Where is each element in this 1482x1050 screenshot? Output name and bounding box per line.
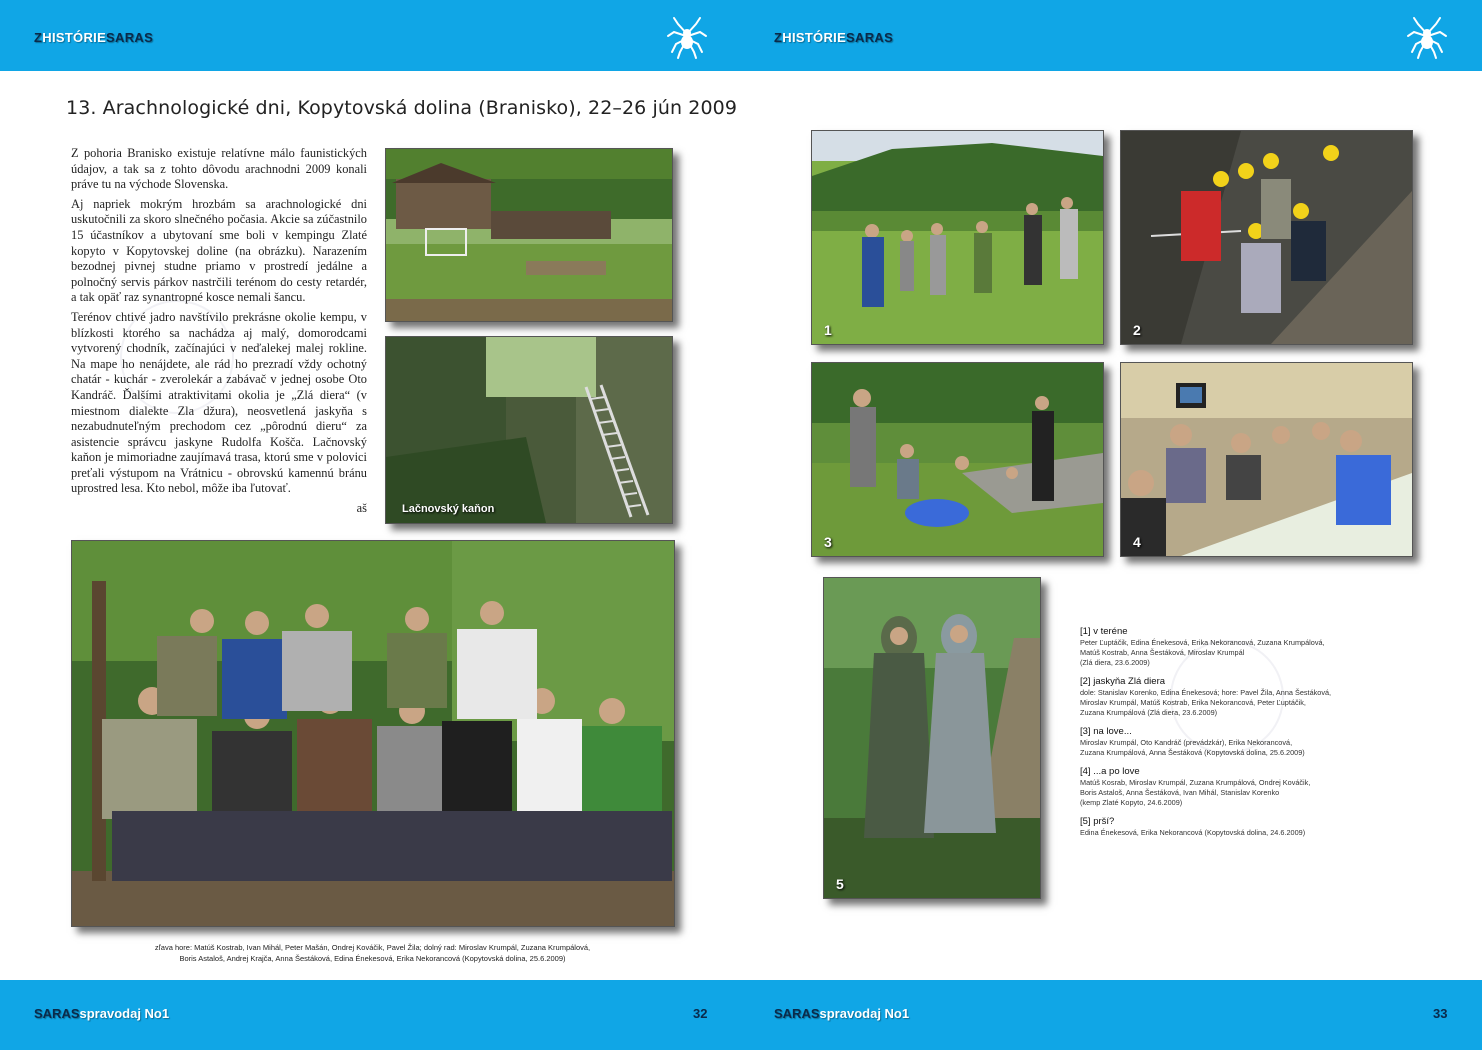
caption-line: Miroslav Krumpál, Matúš Kostrab, Erika Nekorancová, Peter Ľuptáčik,	[1080, 698, 1306, 707]
caption-line: (Zlá diera, 23.6.2009)	[1080, 658, 1150, 667]
caption-line: Peter Ľuptáčik, Edina Énekesová, Erika Nekorancová, Zuzana Krumpálová,	[1080, 638, 1325, 647]
footer-saras: SARAS	[774, 1006, 820, 1021]
photo-campsite	[385, 148, 673, 322]
running-head-z: Z	[774, 30, 783, 45]
running-head-saras: SARAS	[106, 30, 154, 45]
article-paragraph: Aj napriek mokrým hrozbám sa arachnologické dni uskutočnili za skoro slnečného počasia. Akcie sa zúčastnilo 15 účastníkov a ubytovaní sme boli v kempingu Zlaté kopyto v Kopytovskej doline (na obrázku). Narazením bezodnej pivnej studne priamo v prostredí jedálne a polnočný servis párkov nastrčili terénom do cesty retardér, a tak opäť raz synantropné kosce nemali šancu.	[71, 196, 367, 305]
caption-line: Matúš Kostrab, Anna Šestáková, Miroslav Krumpál	[1080, 648, 1245, 657]
caption-line: Miroslav Krumpál, Oto Kandráč (prevádzkár), Erika Nekorancová,	[1080, 738, 1293, 747]
caption-line: Edina Énekesová, Erika Nekorancová (Kopytovská dolina, 24.6.2009)	[1080, 828, 1306, 837]
photo-number: 1	[824, 322, 832, 338]
running-head-historie: HISTÓRIE	[782, 30, 847, 45]
photo-1-field	[811, 130, 1104, 345]
caption-number: [1]	[1080, 626, 1091, 637]
photo-captions	[1080, 626, 1380, 846]
caption-number: [2]	[1080, 676, 1091, 687]
caption-heading	[1080, 676, 1380, 688]
caption-3	[1080, 726, 1380, 758]
caption-number: [5]	[1080, 816, 1091, 827]
article-paragraph: Z pohoria Branisko existuje relatívne málo faunistických údajov, a tak sa z tohto dôvodu arachnodni 2009 konali práve tu na východe Slovenska.	[71, 146, 367, 192]
caption-heading	[1080, 816, 1380, 828]
caption-line: Zuzana Krumpálová, Anna Šestáková (Kopytovská dolina, 25.6.2009)	[1080, 748, 1305, 757]
article-paragraph: Terénov chtivé jadro navštívilo prekrásne okolie kempu, v blízkosti ktorého sa nachádza aj malý, domorodcami vytvorený chodník, začínajúci v neďalekej malej rokline. Na mape ho nenájdete, ale rád ho prezradí vždy ochotný chatár - kuchár - zverolekár a zabávač v jednej osobe Oto Kandráč. Ďalšími atraktivitami okolia je „Zlá diera“ (v miestnom dialekte Zla džura), neosvetlená jaskyňa s nezabudnuteľným prechodom cez „pôrodnú dieru“ za asistencie správcu jaskyne Rudolfa Košča. Lačnovský kaňon je mimoriadne zaujímavá trasa, ktorú sme v polovici preťali výstupom na Vrátnicu - obrovskú kamennú bránu uprostred lesa. Kto nebol, môže iba ľutovať.	[71, 309, 367, 496]
footer-band	[0, 980, 1482, 1050]
caption-line: dole: Stanislav Korenko, Edina Énekesová; hore: Pavel Žila, Anna Šestáková,	[1080, 688, 1332, 697]
spider-icon	[1404, 14, 1450, 60]
header-band	[0, 0, 1482, 71]
photo-number: 2	[1133, 322, 1141, 338]
footer-issue: spravodaj No1	[79, 1006, 170, 1021]
photo-2-cave	[1120, 130, 1413, 345]
caption-title: jaskyňa Zlá diera	[1090, 676, 1166, 687]
caption-4	[1080, 766, 1380, 808]
photo-label-canyon: Lačnovský kaňon	[402, 503, 495, 515]
running-head-left	[34, 30, 153, 45]
caption-number: [3]	[1080, 726, 1091, 737]
group-caption-line: Boris Astaloš, Andrej Krajča, Anna Šestáková, Edina Énekesová, Erika Nekorancová (Kopytovská dolina, 25.6.2009)	[179, 954, 566, 963]
caption-number: [4]	[1080, 766, 1091, 777]
caption-1	[1080, 626, 1380, 668]
photo-3-hunting	[811, 362, 1104, 557]
spider-icon	[664, 14, 710, 60]
page-number-left: 32	[693, 1006, 708, 1021]
group-photo-caption	[70, 942, 675, 964]
footer-left	[34, 1006, 169, 1021]
photo-number: 4	[1133, 534, 1141, 550]
article-title: 13. Arachnologické dni, Kopytovská dolina (Branisko), 22–26 jún 2009	[66, 97, 738, 119]
photo-canyon	[385, 336, 673, 524]
group-caption-line: zľava hore: Matúš Kostrab, Ivan Mihál, Peter Mašán, Ondrej Kováčik, Pavel Žila; dolný rad: Miroslav Krumpál, Zuzana Krumpálová,	[154, 943, 591, 952]
caption-title: prší?	[1090, 816, 1115, 827]
article-body	[71, 146, 367, 517]
photo-4-dinner	[1120, 362, 1413, 557]
running-head-z: Z	[34, 30, 43, 45]
footer-issue: spravodaj No1	[819, 1006, 910, 1021]
page-number-right: 33	[1433, 1006, 1448, 1021]
caption-line: Zuzana Krumpálová (Zlá diera, 23.6.2009)	[1080, 708, 1218, 717]
caption-2	[1080, 676, 1380, 718]
caption-line: Matúš Kosrab, Miroslav Krumpál, Zuzana Krumpálová, Ondrej Kováčik,	[1080, 778, 1311, 787]
photo-group	[71, 540, 675, 927]
photo-number: 5	[836, 876, 844, 892]
running-head-historie: HISTÓRIE	[42, 30, 107, 45]
caption-title: na love...	[1090, 726, 1132, 737]
caption-heading	[1080, 766, 1380, 778]
caption-line: Boris Astaloš, Anna Šestáková, Ivan Mihál, Stanislav Korenko	[1080, 788, 1280, 797]
running-head-right	[774, 30, 893, 45]
author-signature: aš	[356, 501, 367, 516]
photo-5-rain	[823, 577, 1041, 899]
caption-title: ...a po love	[1090, 766, 1140, 777]
caption-heading	[1080, 626, 1380, 638]
running-head-saras: SARAS	[846, 30, 894, 45]
caption-5	[1080, 816, 1380, 838]
caption-heading	[1080, 726, 1380, 738]
caption-line: (kemp Zlaté Kopyto, 24.6.2009)	[1080, 798, 1183, 807]
caption-title: v teréne	[1090, 626, 1128, 637]
photo-number: 3	[824, 534, 832, 550]
footer-right	[774, 1006, 909, 1021]
footer-saras: SARAS	[34, 1006, 80, 1021]
